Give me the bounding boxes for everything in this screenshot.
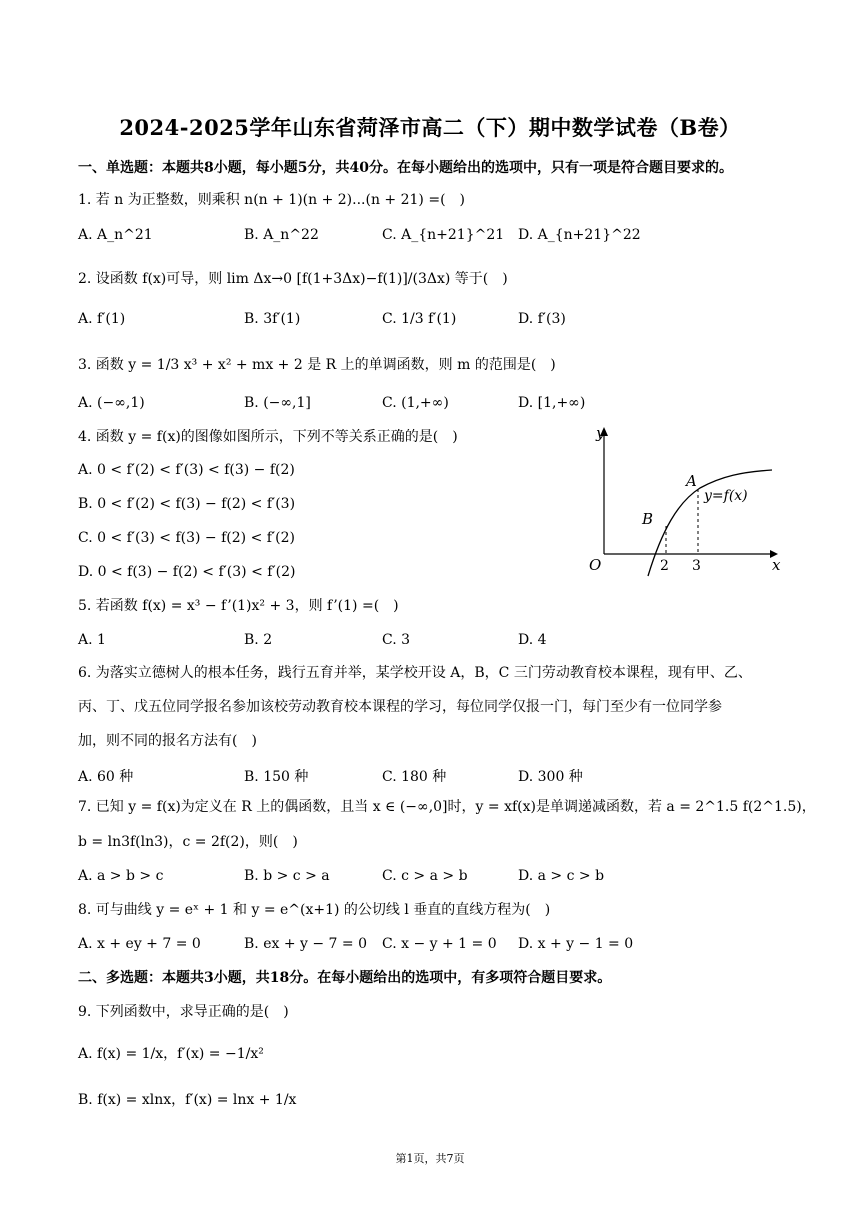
question-6-option-b: B. 150 种 bbox=[244, 769, 309, 785]
question-2-option-c: C. 1/3 f′(1) bbox=[382, 311, 457, 327]
question-7-option-a: A. a > b > c bbox=[78, 868, 164, 884]
question-1-option-c: C. A_{n+21}^21 bbox=[382, 227, 505, 243]
question-3-option-a: A. (−∞,1) bbox=[78, 395, 145, 411]
question-7-line-1: 7. 已知 y = f(x)为定义在 R 上的偶函数，且当 x ∈ (−∞,0]时，y = xf(x)是单调递减函数，若 a = 2^1.5 f(2^1.5)， bbox=[78, 799, 816, 815]
question-8-stem: 8. 可与曲线 y = eˣ + 1 和 y = e^(x+1) 的公切线 l 垂直的直线方程为( ) bbox=[78, 902, 551, 918]
question-9-option-b: B. f(x) = xlnx，f′(x) = lnx + 1/x bbox=[78, 1092, 297, 1108]
question-2-option-a: A. f′(1) bbox=[78, 311, 126, 327]
tick-3-label: 3 bbox=[692, 558, 701, 574]
question-6-line-2: 丙、丁、戊五位同学报名参加该校劳动教育校本课程的学习，每位同学仅报一门，每门至少有一位同学参 bbox=[78, 699, 722, 715]
question-5-option-c: C. 3 bbox=[382, 632, 411, 648]
question-5-option-b: B. 2 bbox=[244, 632, 273, 648]
question-1-option-d: D. A_{n+21}^22 bbox=[518, 227, 641, 243]
question-2-option-d: D. f′(3) bbox=[518, 311, 566, 327]
question-9-stem: 9. 下列函数中，求导正确的是( ) bbox=[78, 1004, 289, 1020]
question-6-option-d: D. 300 种 bbox=[518, 769, 583, 785]
question-5-stem: 5. 若函数 f(x) = x³ − f’(1)x² + 3，则 f’(1) =( ) bbox=[78, 598, 399, 614]
question-1-stem: 1. 若 n 为正整数，则乘积 n(n + 1)(n + 2)...(n + 21) =( ) bbox=[78, 192, 465, 208]
question-5-option-a: A. 1 bbox=[78, 632, 106, 648]
question-2-stem: 2. 设函数 f(x)可导，则 lim Δx→0 [f(1+3Δx)−f(1)]/(3Δx) 等于( ) bbox=[78, 271, 508, 287]
question-2-option-b: B. 3f′(1) bbox=[244, 311, 301, 327]
question-4-option-b: B. 0 < f′(2) < f(3) − f(2) < f′(3) bbox=[78, 496, 296, 512]
question-5-option-d: D. 4 bbox=[518, 632, 547, 648]
question-3-stem: 3. 函数 y = 1/3 x³ + x² + mx + 2 是 R 上的单调函数，则 m 的范围是( ) bbox=[78, 357, 556, 373]
question-6-line-3: 加，则不同的报名方法有( ) bbox=[78, 733, 257, 749]
function-graph bbox=[582, 420, 792, 585]
page-footer: 第1页，共7页 bbox=[395, 1152, 465, 1165]
question-4-option-a: A. 0 < f′(2) < f′(3) < f(3) − f(2) bbox=[78, 462, 295, 478]
origin-label: O bbox=[589, 556, 602, 574]
tick-2-label: 2 bbox=[660, 558, 669, 574]
question-8-option-d: D. x + y − 1 = 0 bbox=[518, 936, 634, 952]
question-3-option-b: B. (−∞,1] bbox=[244, 395, 311, 411]
question-4-stem: 4. 函数 y = f(x)的图像如图所示，下列不等关系正确的是( ) bbox=[78, 429, 458, 445]
question-4-option-d: D. 0 < f(3) − f(2) < f′(3) < f′(2) bbox=[78, 564, 296, 580]
section-heading-multiple-choice: 二、多选题：本题共3小题，共18分。在每小题给出的选项中，有多项符合题目要求。 bbox=[78, 970, 612, 986]
x-axis-label: x bbox=[772, 556, 781, 574]
question-7-option-b: B. b > c > a bbox=[244, 868, 330, 884]
question-8-option-b: B. ex + y − 7 = 0 bbox=[244, 936, 367, 952]
question-1-option-b: B. A_n^22 bbox=[244, 227, 319, 243]
question-4-option-c: C. 0 < f′(3) < f(3) − f(2) < f′(2) bbox=[78, 530, 295, 546]
question-7-line-2: b = ln3f(ln3)，c = 2f(2)，则( ) bbox=[78, 834, 298, 850]
question-6-option-a: A. 60 种 bbox=[78, 769, 134, 785]
question-8-option-c: C. x − y + 1 = 0 bbox=[382, 936, 497, 952]
question-9-option-a: A. f(x) = 1/x，f′(x) = −1/x² bbox=[78, 1046, 264, 1062]
question-3-option-c: C. (1,+∞) bbox=[382, 395, 449, 411]
curve-label: y=f(x) bbox=[704, 488, 748, 504]
point-b-label: B bbox=[642, 510, 654, 528]
question-7-option-c: C. c > a > b bbox=[382, 868, 468, 884]
question-1-option-a: A. A_n^21 bbox=[78, 227, 153, 243]
y-axis-label: y bbox=[596, 424, 605, 442]
question-6-line-1: 6. 为落实立德树人的根本任务，践行五育并举，某学校开设 A，B，C 三门劳动教育校本课程，现有甲、乙、 bbox=[78, 665, 752, 681]
question-6-option-c: C. 180 种 bbox=[382, 769, 447, 785]
question-8-option-a: A. x + ey + 7 = 0 bbox=[78, 936, 201, 952]
question-3-option-d: D. [1,+∞) bbox=[518, 395, 586, 411]
question-7-option-d: D. a > c > b bbox=[518, 868, 605, 884]
section-heading-single-choice: 一、单选题：本题共8小题，每小题5分，共40分。在每小题给出的选项中，只有一项是符合题目要求的。 bbox=[78, 160, 733, 176]
point-a-label: A bbox=[686, 472, 697, 490]
page-title: 2024-2025学年山东省菏泽市高二（下）期中数学试卷（B卷） bbox=[119, 115, 741, 140]
